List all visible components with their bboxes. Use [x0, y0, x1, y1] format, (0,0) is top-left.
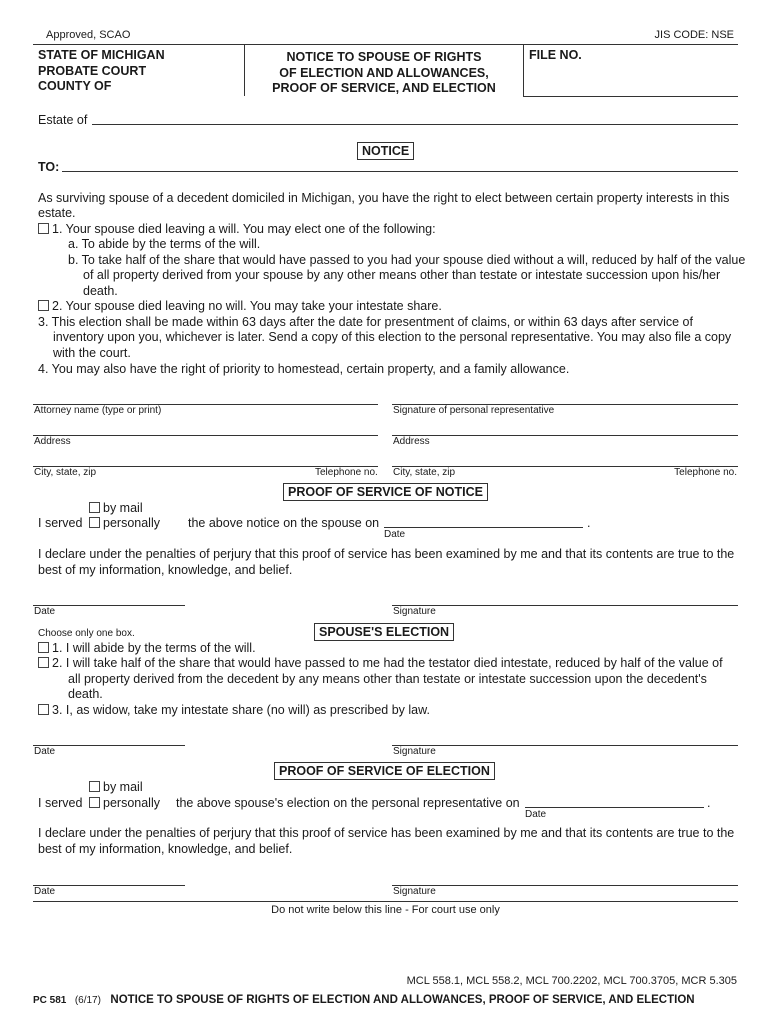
notice-item-3: 3. This election shall be made within 63 days after the date for presentment of claims, or within 63 days after service of	[38, 315, 693, 329]
checkbox-personally[interactable]	[89, 517, 100, 528]
notice-item-2	[38, 299, 442, 315]
notice-intro: As surviving spouse of a decedent domiciled in Michigan, you have the right to elect between certain property interests in this	[38, 191, 730, 205]
declaration: best of my information, knowledge, and belief.	[38, 563, 293, 577]
approved-label: Approved, SCAO	[46, 29, 131, 41]
checkbox-no-will[interactable]	[38, 300, 49, 311]
checkbox-will[interactable]	[38, 223, 49, 234]
form-title	[244, 50, 524, 97]
court-name: PROBATE COURT	[38, 63, 147, 78]
notice-heading: NOTICE	[357, 142, 414, 160]
period: .	[587, 516, 591, 530]
estate-of-field[interactable]	[92, 124, 738, 125]
address-left-field[interactable]	[33, 435, 378, 436]
personally-option	[89, 796, 160, 812]
personally-option	[89, 516, 160, 532]
date-label: Date	[34, 886, 56, 897]
spouse-election-heading: SPOUSE'S ELECTION	[314, 623, 454, 641]
estate-of-label: Estate of	[38, 113, 88, 127]
choose-one-label: Choose only one box.	[38, 628, 135, 639]
form-revision: (6/17)	[74, 995, 101, 1006]
notice-item-1	[38, 222, 436, 238]
proof-notice-heading: PROOF OF SERVICE OF NOTICE	[283, 483, 488, 501]
checkbox-abide-will[interactable]	[38, 642, 49, 653]
jis-code: JIS CODE: NSE	[654, 29, 734, 41]
signature-label: Signature	[393, 746, 436, 757]
date-field[interactable]	[33, 605, 185, 606]
signature-field[interactable]	[392, 885, 738, 886]
checkbox-by-mail[interactable]	[89, 502, 100, 513]
election-option-1	[38, 641, 256, 657]
form-number: PC 581	[33, 995, 67, 1006]
tel-left-label: Telephone no.	[315, 467, 378, 478]
signature-label: Signature	[393, 886, 436, 897]
citations: MCL 558.1, MCL 558.2, MCL 700.2202, MCL 700.3705, MCR 5.305	[406, 975, 737, 987]
notice-item-1b: death.	[83, 284, 118, 298]
signature-field[interactable]	[392, 605, 738, 606]
notice-item-1-text: 1. Your spouse died leaving a will. You may elect one of the following:	[52, 222, 436, 236]
address-left-label: Address	[34, 436, 71, 447]
election-option-2	[38, 656, 723, 672]
city-right-label: City, state, zip	[393, 467, 456, 478]
service-date-field[interactable]	[384, 527, 583, 528]
period: .	[707, 796, 711, 810]
service-date-field[interactable]	[525, 807, 704, 808]
footer-form-line	[33, 990, 695, 1008]
notice-item-1b: b. To take half of the share that would have passed to you had your spouse died without a will, reduced by half of the value	[68, 253, 746, 267]
court-county: COUNTY OF	[38, 79, 112, 93]
notice-item-1b: of all property derived from your spouse by any other means other than testate or intestate succession upon his/her	[83, 268, 721, 282]
date-field[interactable]	[33, 885, 185, 886]
signature-field[interactable]	[392, 745, 738, 746]
i-served-label: I served	[38, 796, 83, 810]
election-option-2-text: 2. I will take half of the share that would have passed to me had the testator died intestate, reduced by half of the value of	[52, 656, 723, 670]
election-option-3	[38, 703, 430, 719]
footer-title: NOTICE TO SPOUSE OF RIGHTS OF ELECTION AND ALLOWANCES, PROOF OF SERVICE, AND ELECTION	[110, 994, 695, 1006]
form-title-line: PROOF OF SERVICE, AND ELECTION	[272, 81, 496, 95]
signature-pr-label: Signature of personal representative	[393, 405, 555, 416]
date-label: Date	[34, 746, 56, 757]
date-field[interactable]	[33, 745, 185, 746]
tel-right-label: Telephone no.	[674, 467, 737, 478]
by-mail-option	[89, 501, 143, 517]
declaration: I declare under the penalties of perjury that this proof of service has been examined by me and that its contents are true to the	[38, 547, 735, 561]
checkbox-half-share[interactable]	[38, 657, 49, 668]
file-no-label: FILE NO.	[529, 48, 582, 62]
address-right-field[interactable]	[392, 435, 738, 436]
service-date-caption: Date	[384, 529, 406, 540]
by-mail-option	[89, 780, 143, 796]
date-label: Date	[34, 606, 56, 617]
personally-label: personally	[103, 516, 160, 530]
form-title-line: OF ELECTION AND ALLOWANCES,	[279, 65, 489, 80]
court-use-divider	[33, 901, 738, 902]
election-option-2: all property derived from the decedent by any means other than testate or intestate succession upon the decedent's	[68, 672, 707, 686]
declaration: best of my information, knowledge, and belief.	[38, 842, 293, 856]
notice-item-3: inventory upon you, whichever is later. Send a copy of this election to the personal representative. You may also file a copy	[53, 330, 732, 344]
personally-label: personally	[103, 796, 160, 810]
declaration: I declare under the penalties of perjury that this proof of service has been examined by me and that its contents are true to the	[38, 826, 735, 840]
election-option-3-text: 3. I, as widow, take my intestate share (no will) as prescribed by law.	[52, 703, 430, 717]
city-left-label: City, state, zip	[34, 467, 97, 478]
served-text: the above notice on the spouse on	[188, 516, 380, 530]
service-date-caption: Date	[525, 809, 547, 820]
by-mail-label: by mail	[103, 501, 143, 515]
notice-item-1a: a. To abide by the terms of the will.	[68, 237, 261, 251]
notice-item-4: 4. You may also have the right of priority to homestead, certain property, and a family allowance.	[38, 362, 570, 376]
checkbox-personally[interactable]	[89, 797, 100, 808]
proof-election-heading: PROOF OF SERVICE OF ELECTION	[274, 762, 495, 780]
election-option-2: death.	[68, 687, 103, 701]
court-use-label: Do not write below this line - For court use only	[271, 904, 500, 916]
by-mail-label: by mail	[103, 780, 143, 794]
form-title-line: NOTICE TO SPOUSE OF RIGHTS	[286, 50, 482, 64]
to-label: TO:	[38, 160, 60, 174]
file-no-field[interactable]	[528, 64, 734, 92]
to-field[interactable]	[62, 171, 738, 172]
served-text: the above spouse's election on the personal representative on	[176, 796, 520, 810]
election-option-1-text: 1. I will abide by the terms of the will.	[52, 641, 256, 655]
court-header	[38, 48, 165, 95]
i-served-label: I served	[38, 516, 83, 530]
attorney-name-label: Attorney name (type or print)	[34, 405, 162, 416]
notice-item-3: with the court.	[53, 346, 131, 360]
notice-item-2-text: 2. Your spouse died leaving no will. You may take your intestate share.	[52, 299, 442, 313]
checkbox-intestate-share[interactable]	[38, 704, 49, 715]
court-state: STATE OF MICHIGAN	[38, 48, 165, 62]
checkbox-by-mail[interactable]	[89, 781, 100, 792]
signature-label: Signature	[393, 606, 436, 617]
notice-intro: estate.	[38, 206, 76, 220]
address-right-label: Address	[393, 436, 430, 447]
